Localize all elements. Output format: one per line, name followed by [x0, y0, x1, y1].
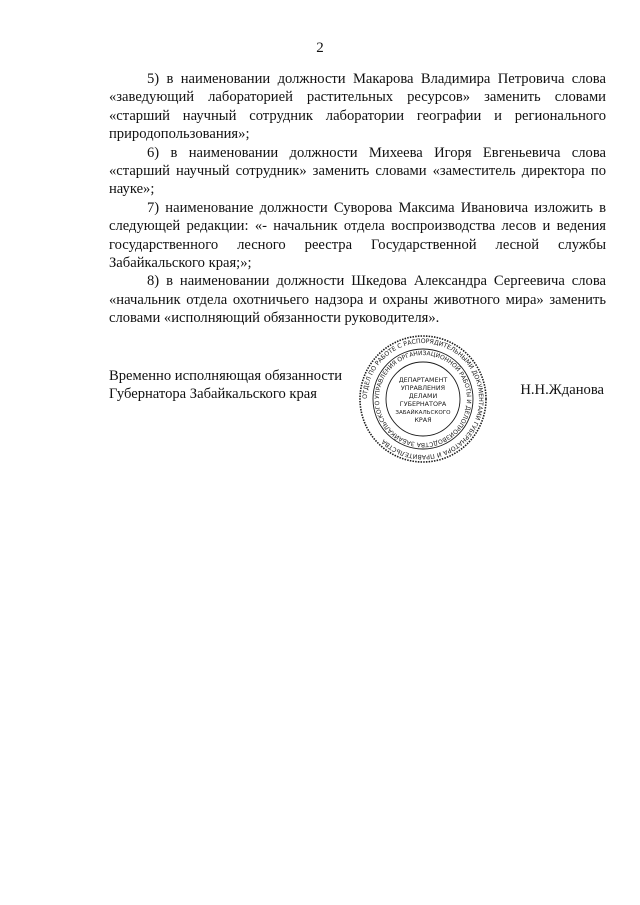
- paragraph-item-7: 7) наименование должности Суворова Максима Ивановича изложить в следующей редакции: «- начальник отдела воспроизводства лесов и ведения государственного лесного реестра Государственной лесной службы Забайкальского края;»;: [109, 199, 606, 272]
- paragraph-item-6: 6) в наименовании должности Михеева Игоря Евгеньевича слова «старший научный сотрудник» заменить словами «заместитель директора по науке»;: [109, 144, 606, 198]
- seal-center-line-1: ДЕПАРТАМЕНТ: [398, 376, 448, 384]
- official-seal-stamp: [358, 334, 488, 464]
- seal-center-line-2: УПРАВЛЕНИЯ: [400, 384, 446, 392]
- seal-center-line-6: КРАЯ: [414, 416, 432, 424]
- seal-center-line-4: ГУБЕРНАТОРА: [399, 400, 447, 408]
- signatory-title-line-1: Временно исполняющая обязанности: [109, 368, 343, 384]
- seal-outer-ring-text: ОТДЕЛ ПО РАБОТЕ С РАСПОРЯДИТЕЛЬНЫМИ ДОКУМЕНТАМИ ГУБЕРНАТОРА И ПРАВИТЕЛЬСТВА: [361, 337, 485, 461]
- signature-block: [109, 337, 606, 477]
- paragraph-item-8: 8) в наименовании должности Шкедова Александра Сергеевича слова «начальник отдела охотничьего надзора и охраны животного мира» заменить словами «исполняющий обязанности руководителя».: [109, 273, 606, 327]
- seal-center-line-3: ДЕЛАМИ: [408, 392, 438, 400]
- paragraph-item-5: 5) в наименовании должности Макарова Владимира Петровича слова «заведующий лабораторией растительных ресурсов» заменить словами «старший научный сотрудник лаборатории географии и регионального природопользования»;: [109, 71, 606, 143]
- seal-graphic: [358, 334, 488, 464]
- signatory-title: [109, 367, 369, 404]
- signatory-title-line-2: Губернатора Забайкальского края: [109, 386, 317, 403]
- seal-center-text: [395, 376, 451, 424]
- document-body: [109, 70, 606, 328]
- seal-center-line-5: ЗАБАЙКАЛЬСКОГО: [395, 410, 451, 416]
- signatory-name: Н.Н.Жданова: [520, 382, 604, 398]
- seal-inner-ring-text: УПРАВЛЕНИЯ ОРГАНИЗАЦИОННОЙ РАБОТЫ И ДЕЛОПРОИЗВОДСТВА ЗАБАЙКАЛЬСКОГО: [373, 349, 473, 449]
- page-number: 2: [316, 40, 324, 56]
